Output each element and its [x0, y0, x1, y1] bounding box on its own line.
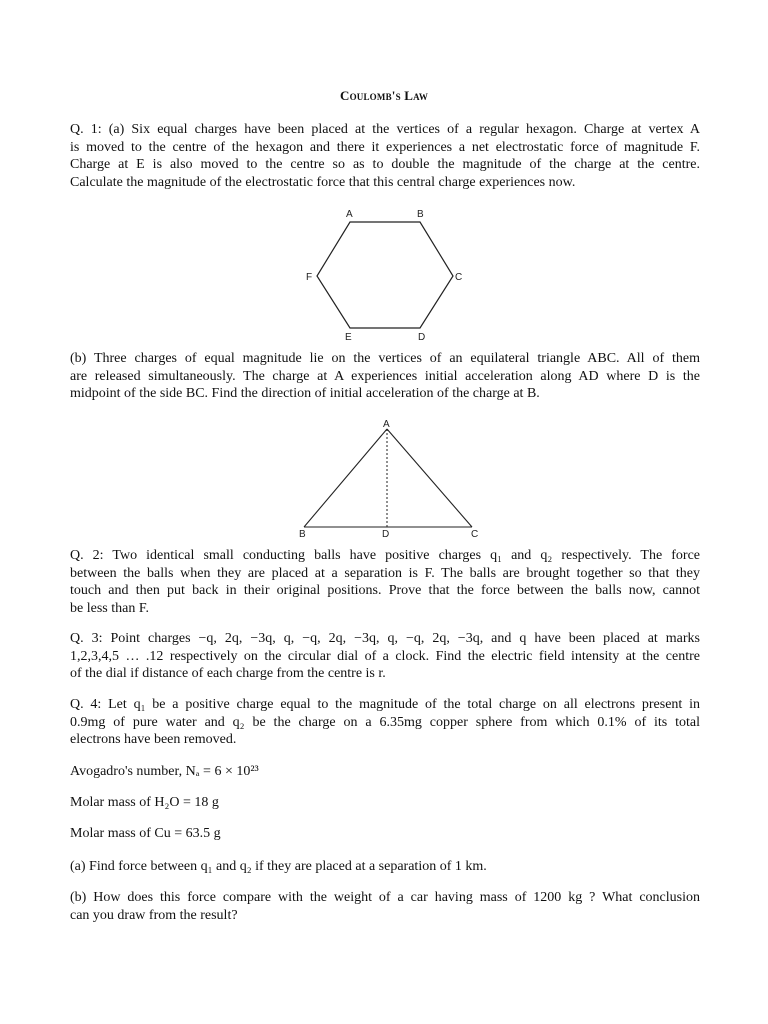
question-4 [70, 696, 700, 749]
vertex-label-e: E [345, 332, 352, 343]
text-line: (b) How does this force compare with the weight of a car having mass of 1200 kg ? What conclusion [70, 890, 700, 905]
question-3 [70, 630, 700, 683]
molar-mass-copper: Molar mass of Cu = 63.5 g [70, 826, 221, 841]
text-line: be less than F. [70, 600, 149, 616]
text-line: Q. 1: (a) Six equal charges have been placed at the vertices of a regular hexagon. Charge at vertex A [70, 122, 700, 137]
vertex-label-b: B [299, 529, 306, 540]
question-4a: (a) Find force between q₁ and q₂ if they are placed at a separation of 1 km. [70, 859, 487, 874]
text-line: are released simultaneously. The charge at A experiences initial acceleration along AD where D is the [70, 368, 700, 384]
text-line: (b) Three charges of equal magnitude lie on the vertices of an equilateral triangle ABC. All of them [70, 351, 700, 366]
question-1a [70, 121, 700, 191]
text-line: of the dial if distance of each charge from the centre is r. [70, 666, 386, 682]
vertex-label-f: F [306, 272, 313, 283]
text-line: 1,2,3,4,5 … .12 respectively on the circular dial of a clock. Find the electric field intensity at the centre [70, 648, 700, 664]
text-line: touch and then put back in their original positions. Prove that the force between the balls now, cannot [70, 583, 700, 599]
question-4b [70, 889, 700, 924]
text-line: Calculate the magnitude of the electrostatic force that this central charge experiences now. [70, 174, 576, 190]
text-line: Charge at E is also moved to the centre so as to double the magnitude of the charge at the centre. [70, 157, 700, 173]
text-line: Q. 4: Let q₁ be a positive charge equal to the magnitude of the total charge on all electrons present in [70, 697, 700, 712]
triangle-figure [290, 415, 490, 540]
text-line: is moved to the centre of the hexagon and there it experiences a net electrostatic force of magnitude F. [70, 139, 700, 155]
text-line: between the balls when they are placed at a separation is F. The balls are brought together so that they [70, 565, 700, 581]
vertex-label-d: D [418, 332, 426, 343]
hexagon-shape [317, 222, 453, 328]
molar-mass-water: Molar mass of H₂O = 18 g [70, 795, 219, 810]
text-line: 0.9mg of pure water and q₂ be the charge on a 6.35mg copper sphere from which 0.1% of its total [70, 714, 700, 730]
text-line: can you draw from the result? [70, 907, 238, 923]
avogadro-number: Avogadro's number, Nₐ = 6 × 10²³ [70, 764, 259, 779]
text-line: Q. 3: Point charges −q, 2q, −3q, q, −q, 2q, −3q, q, −q, 2q, −3q, and q have been placed at marks [70, 631, 700, 646]
text-line: midpoint of the side BC. Find the direction of initial acceleration of the charge at B. [70, 386, 540, 402]
vertex-label-c: C [471, 529, 479, 540]
question-2 [70, 547, 700, 617]
text-line: Q. 2: Two identical small conducting balls have positive charges q₁ and q₂ respectively. The force [70, 548, 700, 563]
vertex-label-b: B [417, 209, 424, 220]
triangle-side-ac [387, 429, 472, 527]
question-1b [70, 350, 700, 403]
page-title: Coulomb's Law [339, 88, 429, 103]
text-line: electrons have been removed. [70, 732, 237, 748]
vertex-label-d: D [382, 529, 390, 540]
vertex-label-a: A [383, 419, 390, 430]
triangle-side-ab [304, 429, 387, 527]
vertex-label-a: A [346, 209, 353, 220]
vertex-label-c: C [455, 272, 463, 283]
hexagon-figure [300, 200, 470, 345]
